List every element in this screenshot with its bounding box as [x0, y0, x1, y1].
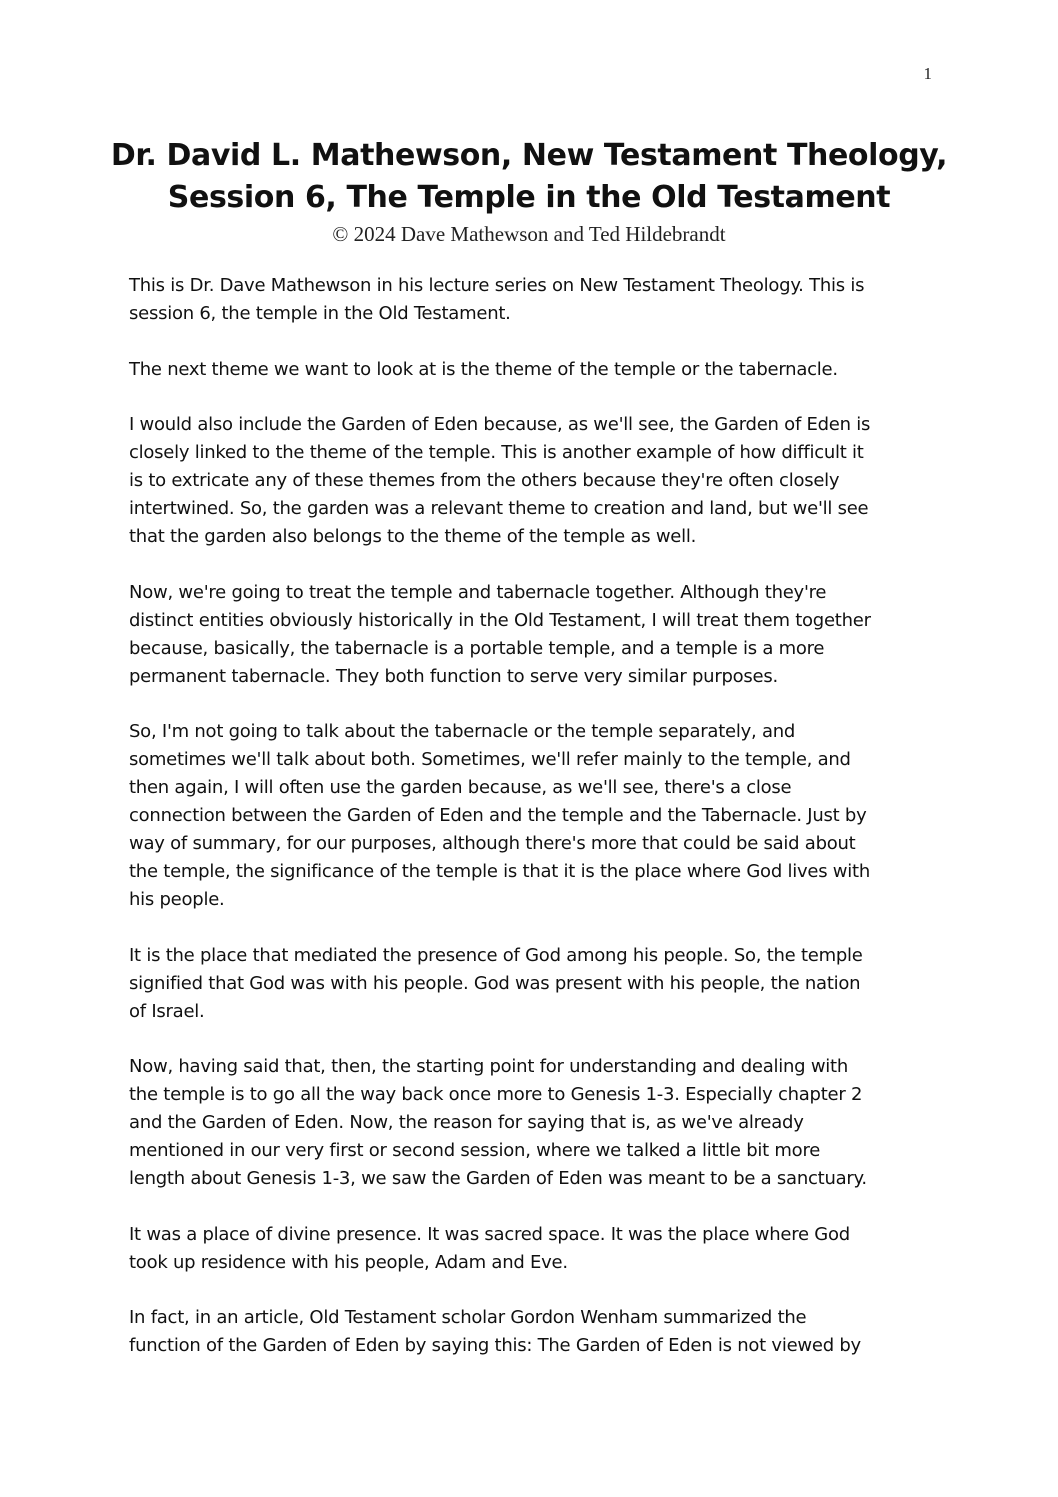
paragraph	[129, 1053, 929, 1193]
document-body	[129, 272, 929, 1388]
paragraph-line: and the Garden of Eden. Now, the reason for saying that is, as we've already	[129, 1112, 804, 1133]
paragraph	[129, 272, 929, 328]
paragraph-line: Now, having said that, then, the starting point for understanding and dealing with	[129, 1056, 849, 1077]
paragraph-line: It is the place that mediated the presence of God among his people. So, the temple	[129, 944, 863, 966]
paragraph	[129, 579, 929, 691]
paragraph-line: mentioned in our very first or second session, where we talked a little bit more	[129, 1140, 821, 1161]
paragraph-line: his people.	[129, 889, 225, 910]
copyright-line: © 2024 Dave Mathewson and Ted Hildebrandt	[332, 222, 726, 246]
paragraph-line: So, I'm not going to talk about the tabernacle or the temple separately, and	[129, 721, 796, 742]
paragraph	[129, 942, 929, 1026]
paragraph-line: intertwined. So, the garden was a relevant theme to creation and land, but we'll see	[129, 498, 869, 519]
paragraph-line: took up residence with his people, Adam and Eve.	[129, 1251, 568, 1273]
paragraph	[129, 718, 929, 914]
paragraph-line: closely linked to the theme of the temple. This is another example of how difficult it	[129, 442, 864, 463]
paragraph	[129, 356, 929, 384]
document-title	[80, 135, 978, 219]
paragraph-line: It was a place of divine presence. It was sacred space. It was the place where God	[129, 1223, 850, 1245]
paragraph-line: In fact, in an article, Old Testament scholar Gordon Wenham summarized the	[129, 1307, 807, 1328]
paragraph-line: of Israel.	[129, 1000, 205, 1022]
paragraph-line: sometimes we'll talk about both. Sometimes, we'll refer mainly to the temple, and	[129, 749, 851, 770]
paragraph-line: session 6, the temple in the Old Testament.	[129, 303, 511, 324]
title-line-2: Session 6, The Temple in the Old Testament	[167, 180, 891, 215]
paragraph-line: is to extricate any of these themes from the others because they're often closely	[129, 470, 840, 491]
paragraph-line: connection between the Garden of Eden and the temple and the Tabernacle. Just by	[129, 805, 867, 826]
paragraph-line: The next theme we want to look at is the theme of the temple or the tabernacle.	[129, 358, 838, 380]
paragraph-line: Now, we're going to treat the temple and tabernacle together. Although they're	[129, 581, 827, 603]
paragraph-line: length about Genesis 1-3, we saw the Garden of Eden was meant to be a sanctuary.	[129, 1168, 867, 1189]
paragraph-line: the temple is to go all the way back once more to Genesis 1-3. Especially chapter 2	[129, 1084, 863, 1105]
paragraph-line: way of summary, for our purposes, although there's more that could be said about	[129, 833, 856, 854]
paragraph-line: I would also include the Garden of Eden because, as we'll see, the Garden of Eden is	[129, 414, 871, 435]
paragraph-line: distinct entities obviously historically in the Old Testament, I will treat them together	[129, 609, 871, 631]
paragraph-line: because, basically, the tabernacle is a portable temple, and a temple is a more	[129, 637, 825, 659]
paragraph-line: signified that God was with his people. God was present with his people, the nation	[129, 972, 861, 994]
paragraph	[129, 1221, 929, 1277]
paragraph-line: function of the Garden of Eden by saying this: The Garden of Eden is not viewed by	[129, 1335, 861, 1356]
paragraph-line: then again, I will often use the garden because, as we'll see, there's a close	[129, 777, 792, 798]
paragraph	[129, 411, 929, 551]
paragraph-line: This is Dr. Dave Mathewson in his lecture series on New Testament Theology. This is	[129, 275, 865, 296]
page-number: 1	[923, 64, 932, 83]
title-line-1: Dr. David L. Mathewson, New Testament Theology,	[110, 138, 948, 173]
paragraph	[129, 1304, 929, 1360]
paragraph-line: permanent tabernacle. They both function to serve very similar purposes.	[129, 665, 778, 687]
paragraph-line: that the garden also belongs to the theme of the temple as well.	[129, 526, 697, 547]
paragraph-line: the temple, the significance of the temple is that it is the place where God lives with	[129, 861, 870, 882]
